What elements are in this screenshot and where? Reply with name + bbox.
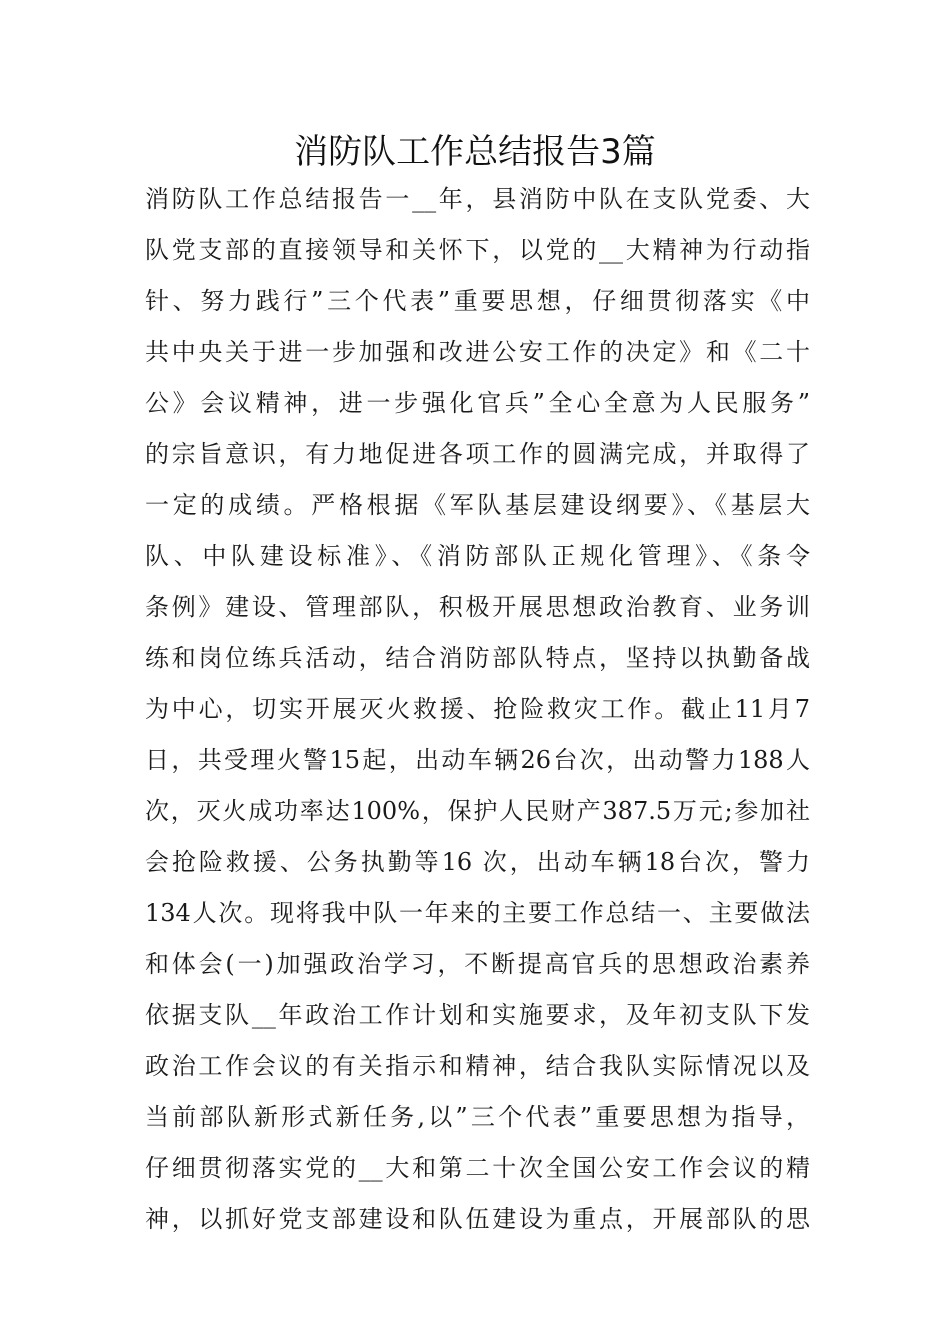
- body-line: 条例》建设、管理部队，积极开展思想政治教育、业务训: [145, 593, 810, 621]
- body-line: 会抢险救援、公务执勤等16 次，出动车辆18台次，警力: [145, 848, 810, 876]
- body-line: 共中央关于进一步加强和改进公安工作的决定》和《二十: [145, 338, 810, 366]
- body-line: 针、努力践行”三个代表”重要思想，仔细贯彻落实《中: [145, 287, 810, 315]
- body-line: 日，共受理火警15起，出动车辆26台次，出动警力188人: [145, 746, 810, 774]
- body-line: 的宗旨意识，有力地促进各项工作的圆满完成，并取得了: [145, 440, 810, 468]
- body-line: 和体会(一)加强政治学习，不断提高官兵的思想政治素养: [145, 950, 810, 978]
- body-line: 为中心，切实开展灭火救援、抢险救灾工作。截止11月7: [145, 695, 810, 723]
- body-line: 当前部队新形式新任务,以”三个代表”重要思想为指导，: [145, 1103, 810, 1131]
- body-line: 队党支部的直接领导和关怀下，以党的__大精神为行动指: [145, 236, 810, 264]
- body-line: 公》会议精神，进一步强化官兵”全心全意为人民服务”: [145, 389, 810, 417]
- document-body: [145, 174, 810, 1245]
- body-line: 神，以抓好党支部建设和队伍建设为重点，开展部队的思: [145, 1205, 810, 1233]
- body-line: 消防队工作总结报告一__年，县消防中队在支队党委、大: [145, 185, 810, 213]
- body-line: 次，灭火成功率达100%，保护人民财产387.5万元;参加社: [145, 797, 810, 825]
- body-line: 队、中队建设标准》、《消防部队正规化管理》、《条令: [145, 542, 810, 570]
- body-line: 134人次。现将我中队一年来的主要工作总结一、主要做法: [145, 899, 810, 927]
- body-line: 练和岗位练兵活动，结合消防部队特点，坚持以执勤备战: [145, 644, 810, 672]
- document-title: 消防队工作总结报告3篇: [294, 132, 656, 172]
- body-line: 一定的成绩。严格根据《军队基层建设纲要》、《基层大: [145, 491, 810, 519]
- body-line: 仔细贯彻落实党的__大和第二十次全国公安工作会议的精: [145, 1154, 810, 1182]
- body-line: 政治工作会议的有关指示和精神，结合我队实际情况以及: [145, 1052, 810, 1080]
- body-line: 依据支队__年政治工作计划和实施要求，及年初支队下发: [145, 1001, 810, 1029]
